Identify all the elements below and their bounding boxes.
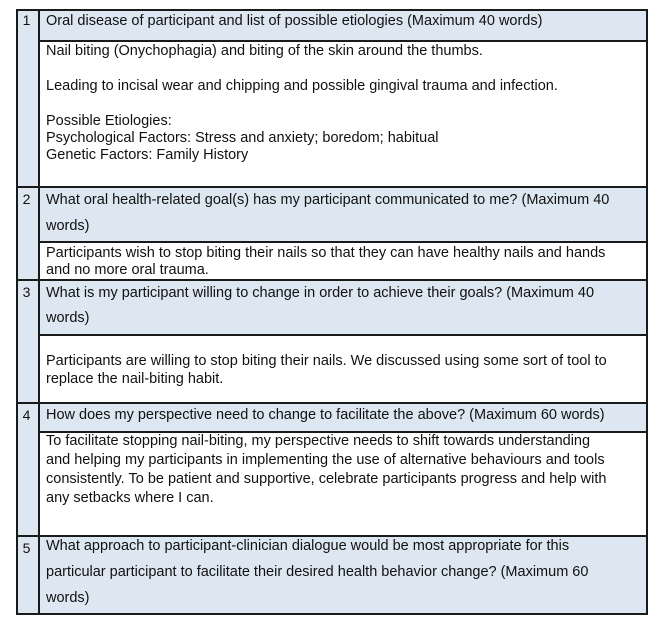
- answer-text: To facilitate stopping nail-biting, my perspective needs to shift towards understanding: [46, 433, 591, 449]
- answer-text: and helping my participants in implementing the use of alternative behaviours and tools: [46, 452, 605, 468]
- row-number: 2: [22, 191, 31, 207]
- answer-text: Participants wish to stop biting their nails so that they can have healthy nails and hands: [46, 245, 606, 261]
- question-text: words): [46, 218, 90, 234]
- question-text: What approach to participant-clinician dialogue would be most appropriate for this: [46, 538, 570, 554]
- row-number: 1: [22, 12, 31, 28]
- answer-text: Psychological Factors: Stress and anxiety; boredom; habitual: [46, 130, 439, 146]
- answer-text: and no more oral trauma.: [46, 262, 209, 278]
- answer-text: replace the nail-biting habit.: [46, 371, 224, 387]
- question-text: What oral health-related goal(s) has my participant communicated to me? (Maximum 40: [46, 192, 610, 208]
- answer-text: Nail biting (Onychophagia) and biting of the skin around the thumbs.: [46, 43, 483, 59]
- question-text: What is my participant willing to change in order to achieve their goals? (Maximum 40: [46, 285, 595, 301]
- question-text: words): [46, 310, 90, 326]
- row-number: 4: [22, 407, 31, 423]
- table-border-right: [646, 9, 648, 614]
- table-border-bottom: [16, 613, 648, 615]
- question-text: words): [46, 590, 90, 606]
- column-divider: [38, 9, 40, 614]
- row-number: 5: [22, 540, 31, 556]
- answer-text: any setbacks where I can.: [46, 490, 214, 506]
- question-text: Oral disease of participant and list of possible etiologies (Maximum 40 words): [46, 13, 543, 29]
- row-divider: [38, 241, 648, 243]
- number-column: [16, 9, 38, 614]
- row-divider: [38, 334, 648, 336]
- answer-text: Leading to incisal wear and chipping and possible gingival trauma and infection.: [46, 78, 558, 94]
- answer-text: consistently. To be patient and supportive, celebrate participants progress and help with: [46, 471, 607, 487]
- row-number: 3: [22, 284, 31, 300]
- answer-text: Participants are willing to stop biting their nails. We discussed using some sort of tool to: [46, 353, 607, 369]
- document-table: [16, 9, 648, 614]
- answer-text: Genetic Factors: Family History: [46, 147, 249, 163]
- question-text: particular participant to facilitate their desired health behavior change? (Maximum 60: [46, 564, 589, 580]
- table-border-left: [16, 9, 18, 614]
- answer-text: Possible Etiologies:: [46, 113, 172, 129]
- question-text: How does my perspective need to change to facilitate the above? (Maximum 60 words): [46, 407, 605, 423]
